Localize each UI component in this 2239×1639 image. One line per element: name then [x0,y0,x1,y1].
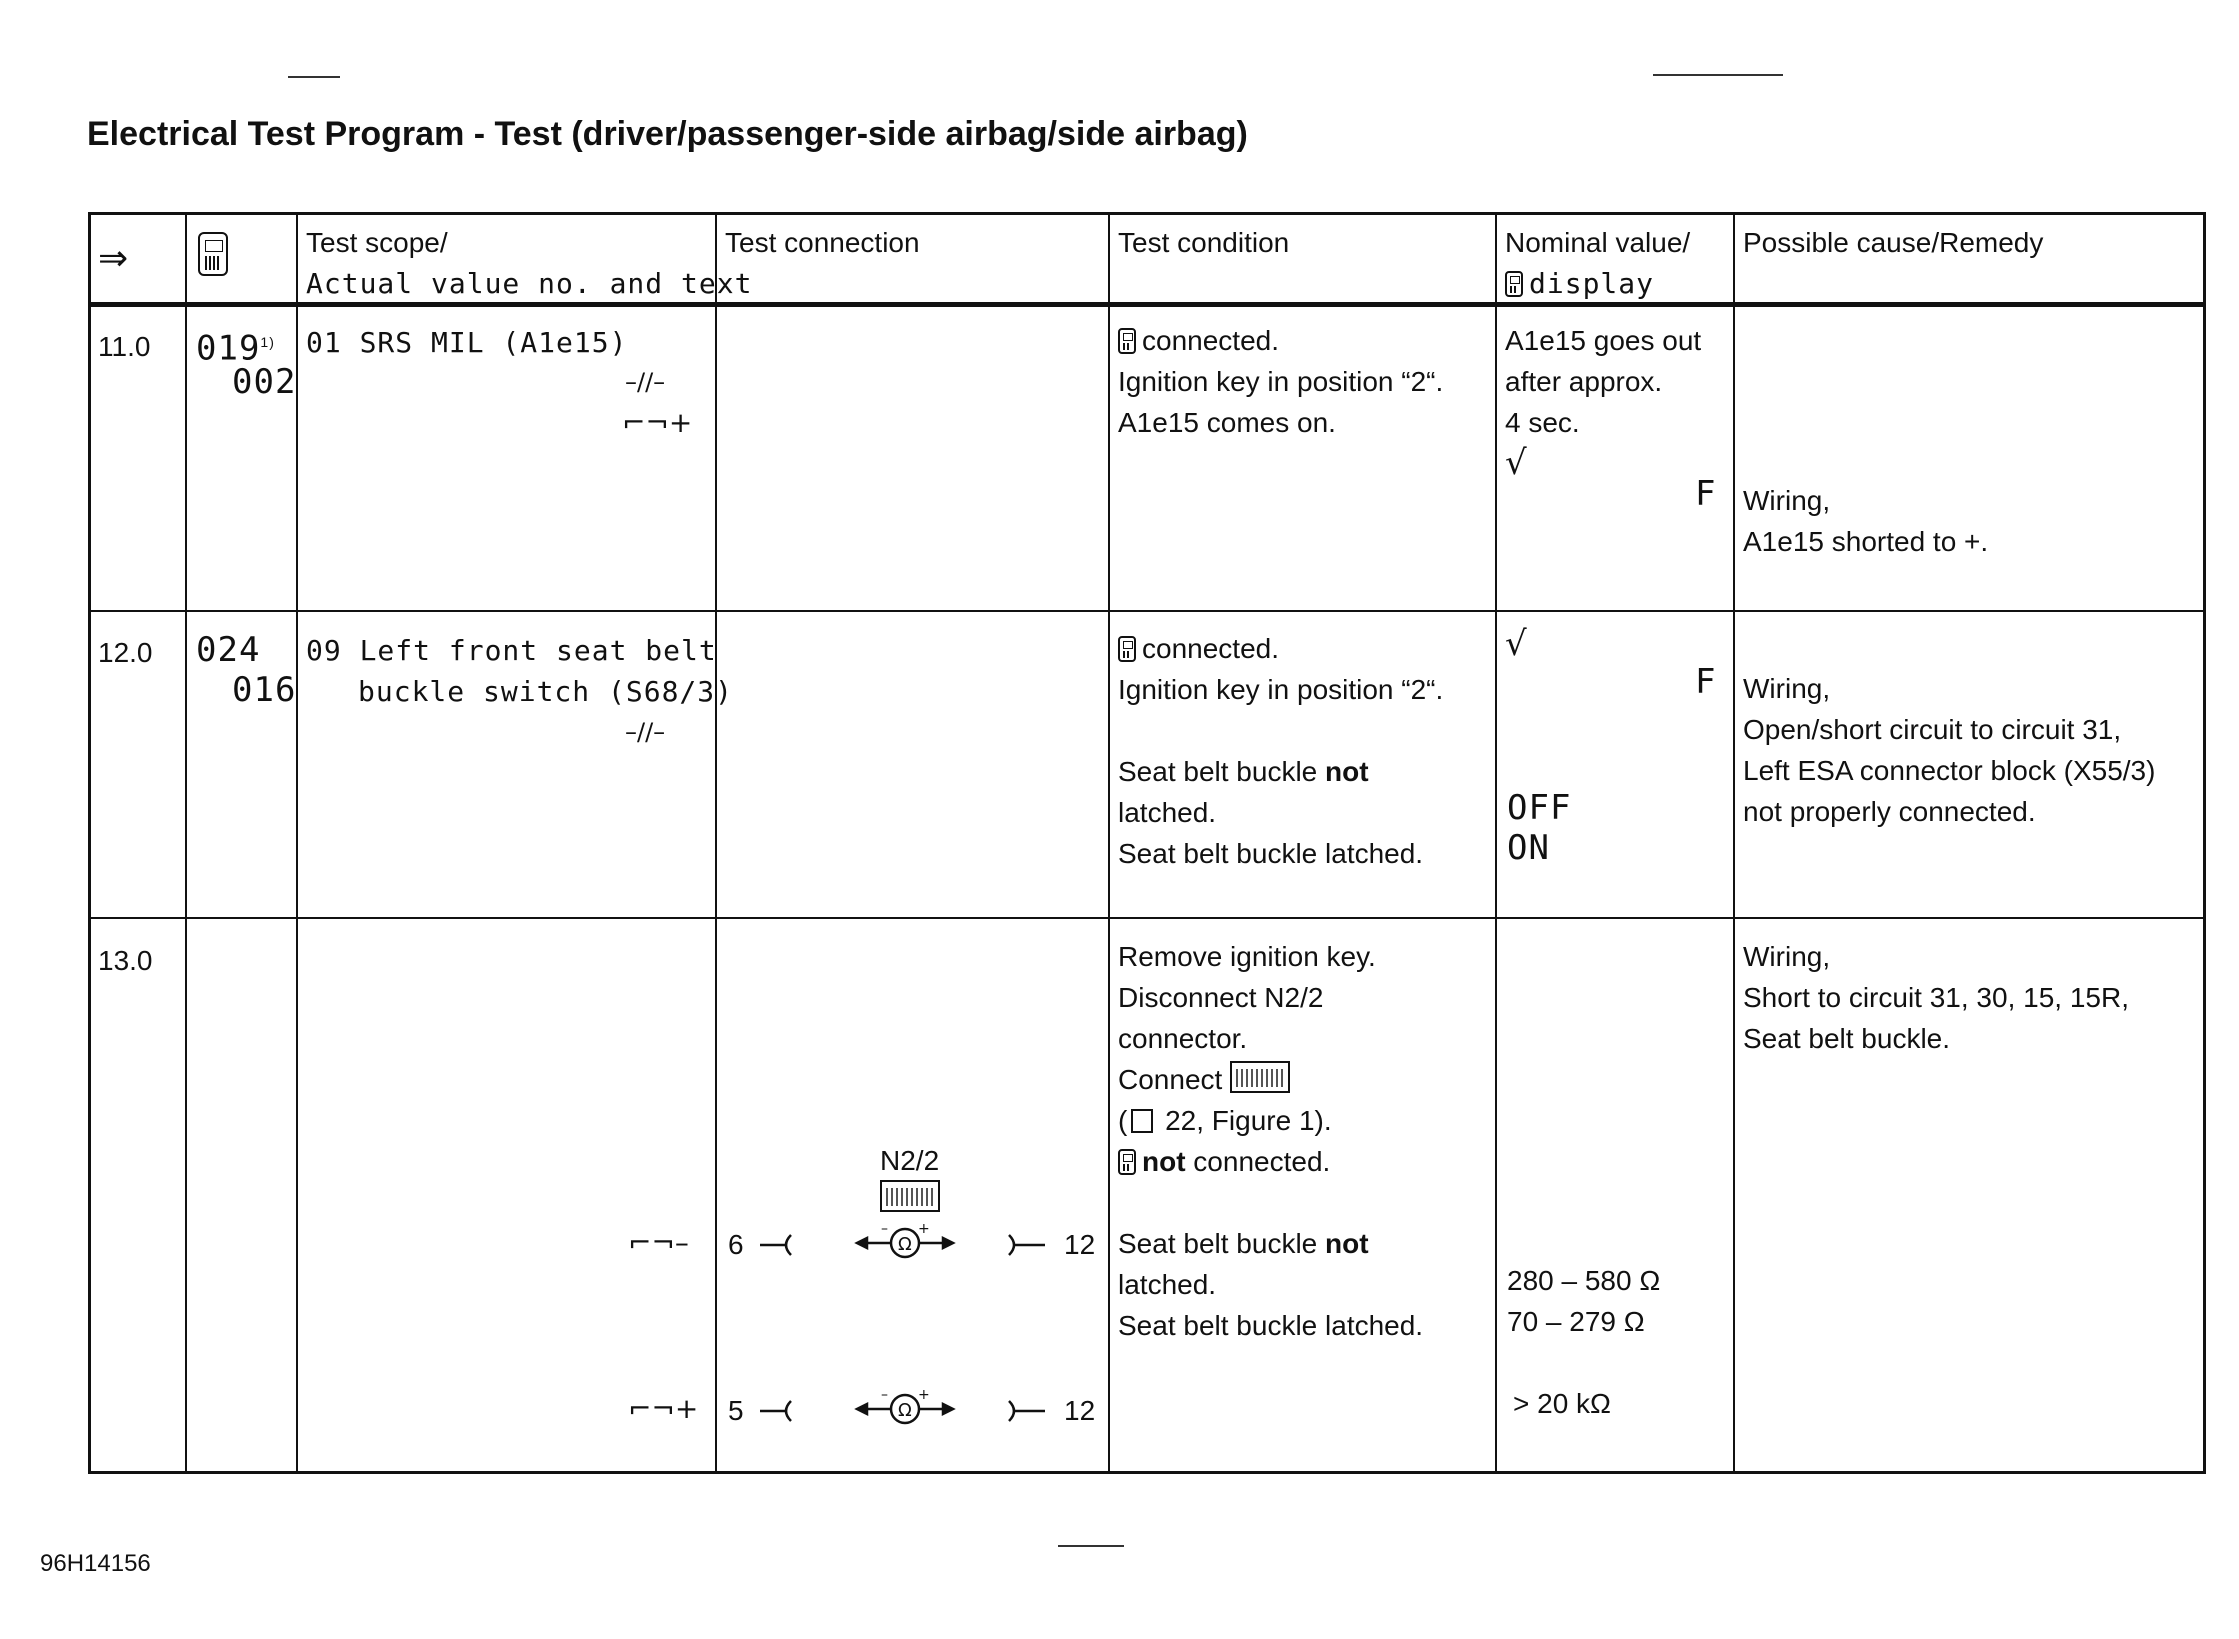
header-arrow: ⇒ [98,238,129,279]
ohmmeter-connection-diagram [745,1215,1065,1435]
svg-text:–: – [881,1387,888,1403]
header-connection: Test connection [725,227,920,258]
nominal-value: A1e15 goes out after approx. 4 sec. √ [1505,325,1702,483]
svg-text:+: + [918,1387,930,1403]
header-nominal: Nominal value/ display [1505,227,1691,300]
row-divider [88,610,2206,612]
step-number: 11.0 [98,331,151,362]
col-divider [1495,212,1497,1474]
svg-text:Ω: Ω [898,1400,912,1421]
bottom-rule [1058,1545,1124,1547]
test-condition: Remove ignition key. Disconnect N2/2 connector. Connect ( 22, Figure 1). not connected. Seat belt buckle not latched. Seat belt buckle latched. [1118,941,1424,1341]
fault-indicator: F [1695,474,1717,514]
col-divider [1733,212,1735,1474]
tester-icon [1118,636,1136,662]
fault-indicator: F [1695,662,1717,702]
step-number: 13.0 [98,945,153,976]
tester-icon [1118,328,1136,354]
display-code: 016 [232,670,297,710]
display-code: 019$^{1)}$ [196,328,275,369]
pin-right: 12 [1064,1229,1096,1260]
possible-cause: Wiring, Short to circuit 31, 30, 15, 15R, Seat belt buckle. [1743,941,2129,1054]
actual-value-text: 09 Left front seat belt buckle switch (S68/3) [306,634,734,708]
check-mark: √ [1505,443,1527,483]
display-code: 002 [232,362,297,402]
step-number: 12.0 [98,637,153,668]
check-mark: √ [1505,624,1527,664]
wiring-symbol: –//– [625,718,666,746]
wiring-symbol: –//– [625,368,666,396]
top-right-rule [1653,74,1783,76]
connector-box-icon [1230,1061,1290,1093]
ohmmeter-icon [760,1229,1045,1423]
row-divider [88,917,2206,919]
actual-value-text: 01 SRS MIL (A1e15) [306,326,628,359]
connector-box-icon [880,1180,940,1212]
tester-icon [1118,1149,1136,1175]
pin-left: 6 [728,1229,744,1260]
header-cause: Possible cause/Remedy [1743,227,2044,258]
header-condition: Test condition [1118,227,1290,258]
svg-text:–: – [881,1221,888,1237]
svg-text:+: + [918,1221,930,1237]
svg-text:Ω: Ω [898,1234,912,1255]
connector-label: N2/2 [880,1145,940,1176]
test-condition: connected. Ignition key in position “2“. A1e15 comes on. [1118,325,1444,438]
possible-cause: Wiring, A1e15 shorted to +. [1743,485,1989,557]
display-on: ON [1507,828,1550,868]
minus-terminal-symbol: ⌐¬– [628,1226,689,1259]
display-off: OFF [1507,788,1572,828]
pin-left: 5 [728,1395,744,1426]
plus-terminal-symbol: ⌐¬+ [628,1392,699,1425]
top-left-rule [288,76,340,78]
nominal-value: 280 – 580 Ω 70 – 279 Ω > 20 kΩ [1507,1265,1661,1419]
pin-right: 12 [1064,1395,1096,1426]
display-code: 024 [196,630,261,670]
possible-cause: Wiring, Open/short circuit to circuit 31, Left ESA connector block (X55/3) not properly connected. [1743,673,2156,827]
page-title: Electrical Test Program - Test (driver/passenger-side airbag/side airbag) [87,115,1248,153]
plus-terminal-symbol: ⌐¬+ [622,406,693,439]
test-condition: connected. Ignition key in position “2“. Seat belt buckle not latched. Seat belt buckle latched. [1118,633,1444,869]
tester-icon [198,232,228,276]
tester-icon [1505,271,1523,297]
col-divider [185,212,187,1474]
document-code: 96H14156 [40,1550,151,1577]
col-divider [1108,212,1110,1474]
header-scope: Test scope/ Actual value no. and text [306,227,753,300]
col-divider [715,212,717,1474]
reference-icon [1131,1109,1153,1133]
